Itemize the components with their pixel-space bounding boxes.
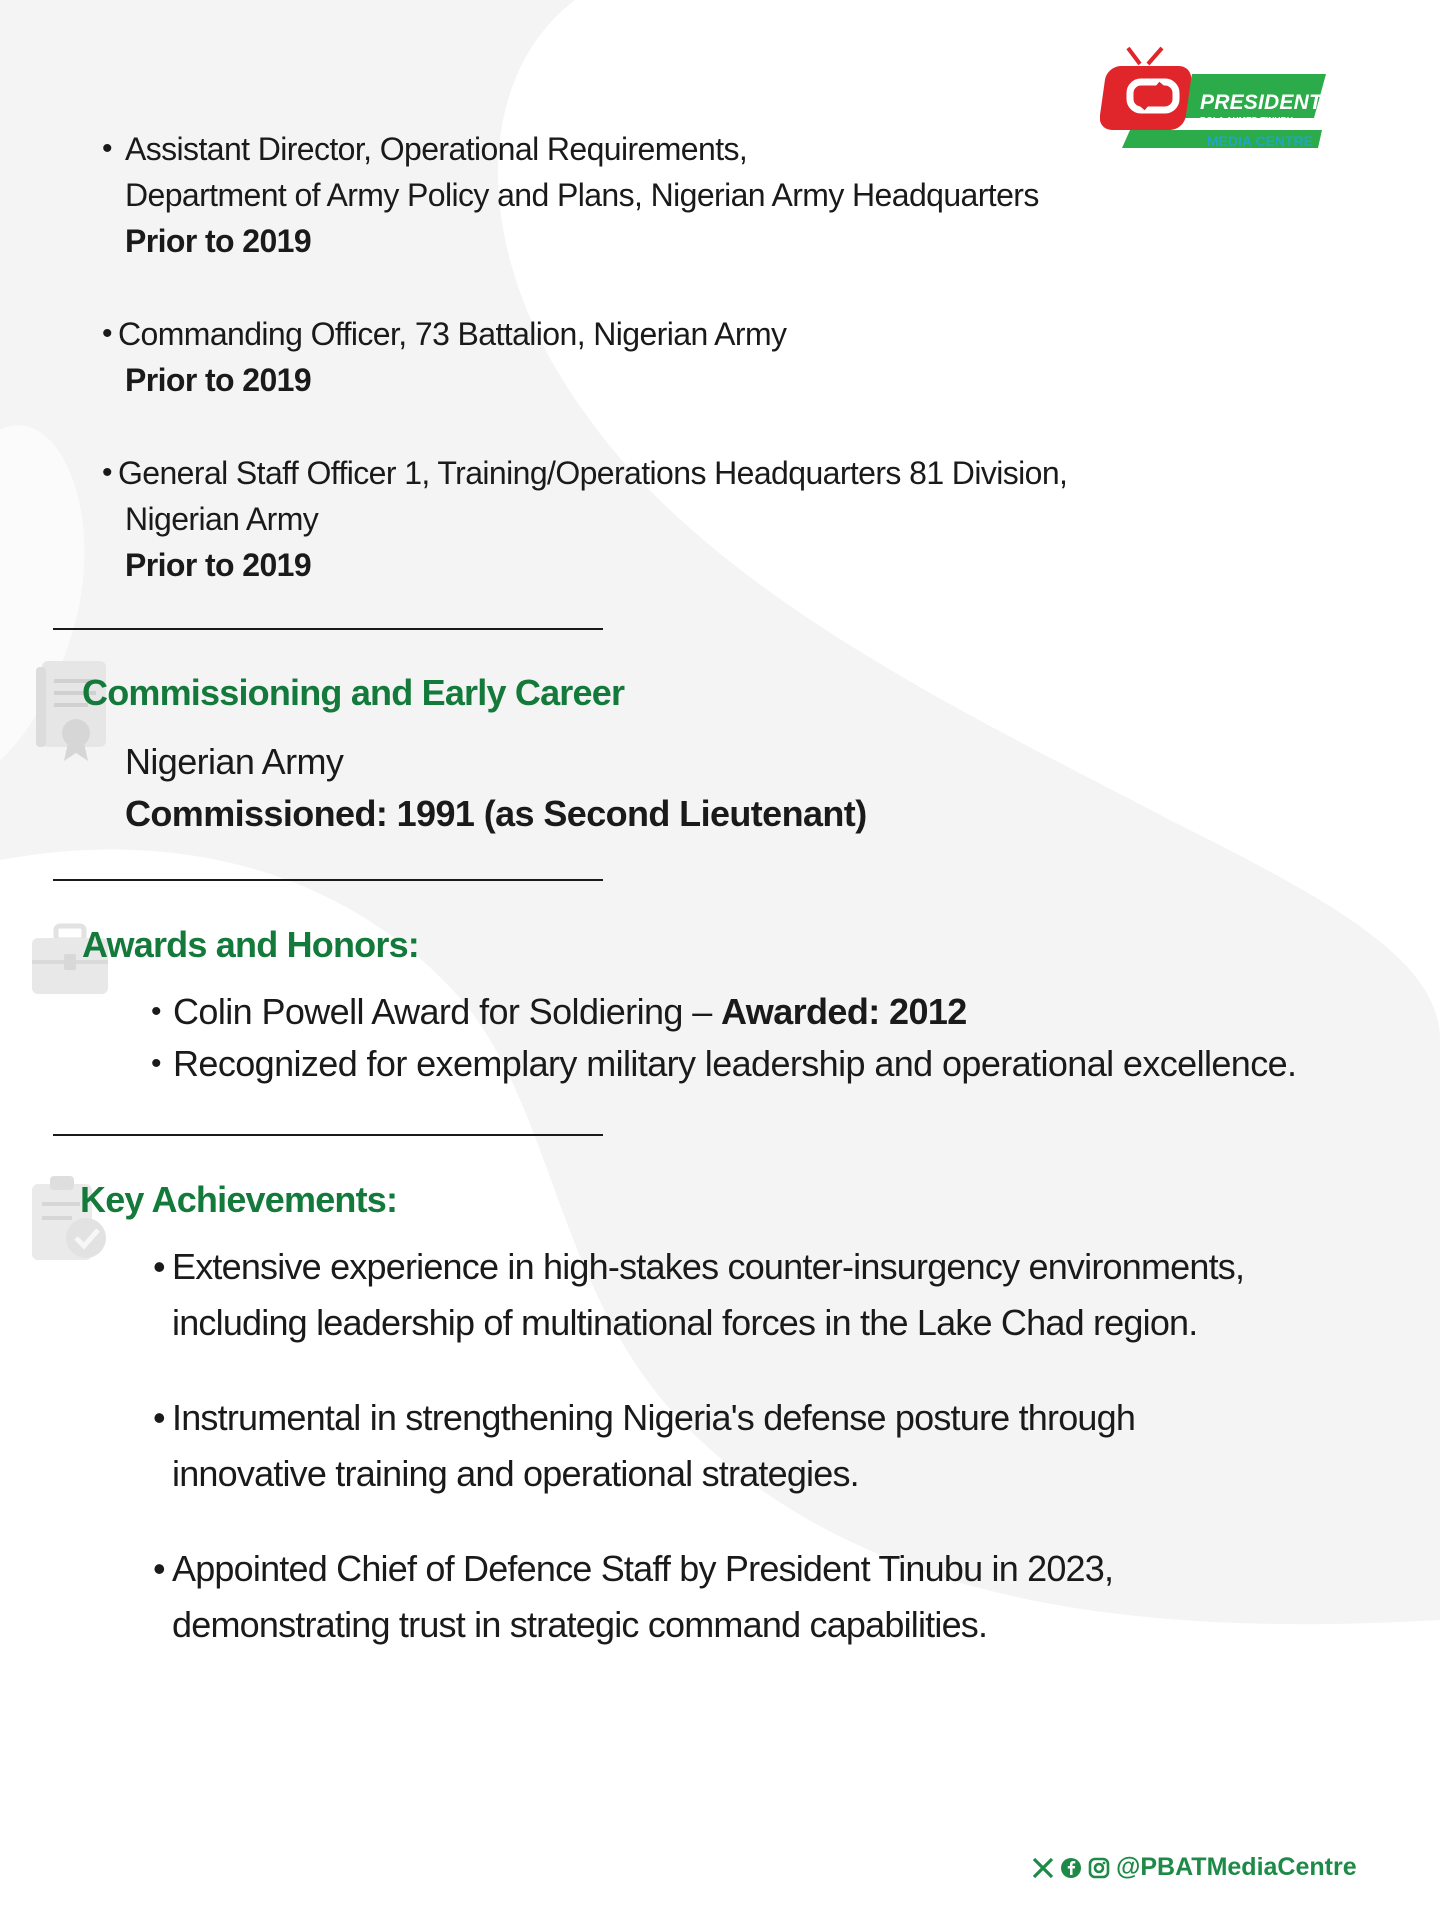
commissioning-org: Nigerian Army (125, 741, 344, 782)
divider (53, 879, 603, 881)
facebook-icon[interactable] (1060, 1857, 1082, 1879)
bullet: • (102, 456, 112, 489)
position-entry (102, 126, 1039, 264)
achievement-line: Extensive experience in high-stakes counter-insurgency environments, (172, 1246, 1245, 1287)
achievement-line: demonstrating trust in strategic command capabilities. (172, 1604, 988, 1645)
position-period: Prior to 2019 (125, 547, 312, 583)
award-item (151, 986, 967, 1038)
bullet: • (151, 1047, 161, 1080)
section-title-awards: Awards and Honors: (82, 924, 419, 965)
bullet: • (102, 317, 112, 350)
bullet: • (153, 1397, 165, 1438)
achievement-line: Instrumental in strengthening Nigeria's defense posture through (172, 1397, 1136, 1438)
section-title-achievements: Key Achievements: (80, 1179, 398, 1220)
social-footer (1032, 1853, 1357, 1882)
award-item (151, 1038, 1297, 1090)
logo-wordmark: PRESIDENT (1200, 91, 1322, 114)
social-handle[interactable]: @PBATMediaCentre (1116, 1853, 1357, 1881)
achievement-item (153, 1239, 1245, 1351)
commissioning-details (125, 736, 867, 840)
logo-media-centre: MEDIA CENTRE (1207, 133, 1314, 149)
position-period: Prior to 2019 (125, 362, 312, 398)
position-entry (102, 311, 787, 403)
position-title: Nigerian Army (125, 501, 319, 537)
award-name: Colin Powell Award for Soldiering – (173, 991, 722, 1032)
position-title: Commanding Officer, 73 Battalion, Nigerian Army (118, 316, 787, 352)
achievement-item (153, 1390, 1136, 1502)
award-description: Recognized for exemplary military leadership and operational excellence. (173, 1043, 1297, 1084)
section-title-commissioning: Commissioning and Early Career (82, 672, 625, 713)
logo-subtitle: BOLA AHMED TINUBU (1200, 115, 1294, 125)
divider (53, 628, 603, 630)
bullet: • (102, 132, 112, 165)
commissioning-date: Commissioned: 1991 (as Second Lieutenant) (125, 793, 867, 834)
achievement-line: including leadership of multinational forces in the Lake Chad region. (172, 1302, 1198, 1343)
bullet: • (151, 995, 161, 1028)
award-date: Awarded: 2012 (721, 991, 967, 1032)
instagram-icon[interactable] (1088, 1857, 1110, 1879)
achievement-item (153, 1541, 1114, 1653)
bullet: • (153, 1246, 165, 1287)
bullet: • (153, 1548, 165, 1589)
x-icon[interactable] (1032, 1857, 1054, 1879)
position-period: Prior to 2019 (125, 223, 312, 259)
divider (53, 1134, 603, 1136)
achievement-line: Appointed Chief of Defence Staff by President Tinubu in 2023, (172, 1548, 1114, 1589)
position-title: Assistant Director, Operational Requirements, (125, 131, 748, 167)
achievement-line: innovative training and operational strategies. (172, 1453, 859, 1494)
position-title: Department of Army Policy and Plans, Nigerian Army Headquarters (125, 177, 1039, 213)
position-title: General Staff Officer 1, Training/Operations Headquarters 81 Division, (118, 455, 1068, 491)
position-entry (102, 450, 1068, 588)
